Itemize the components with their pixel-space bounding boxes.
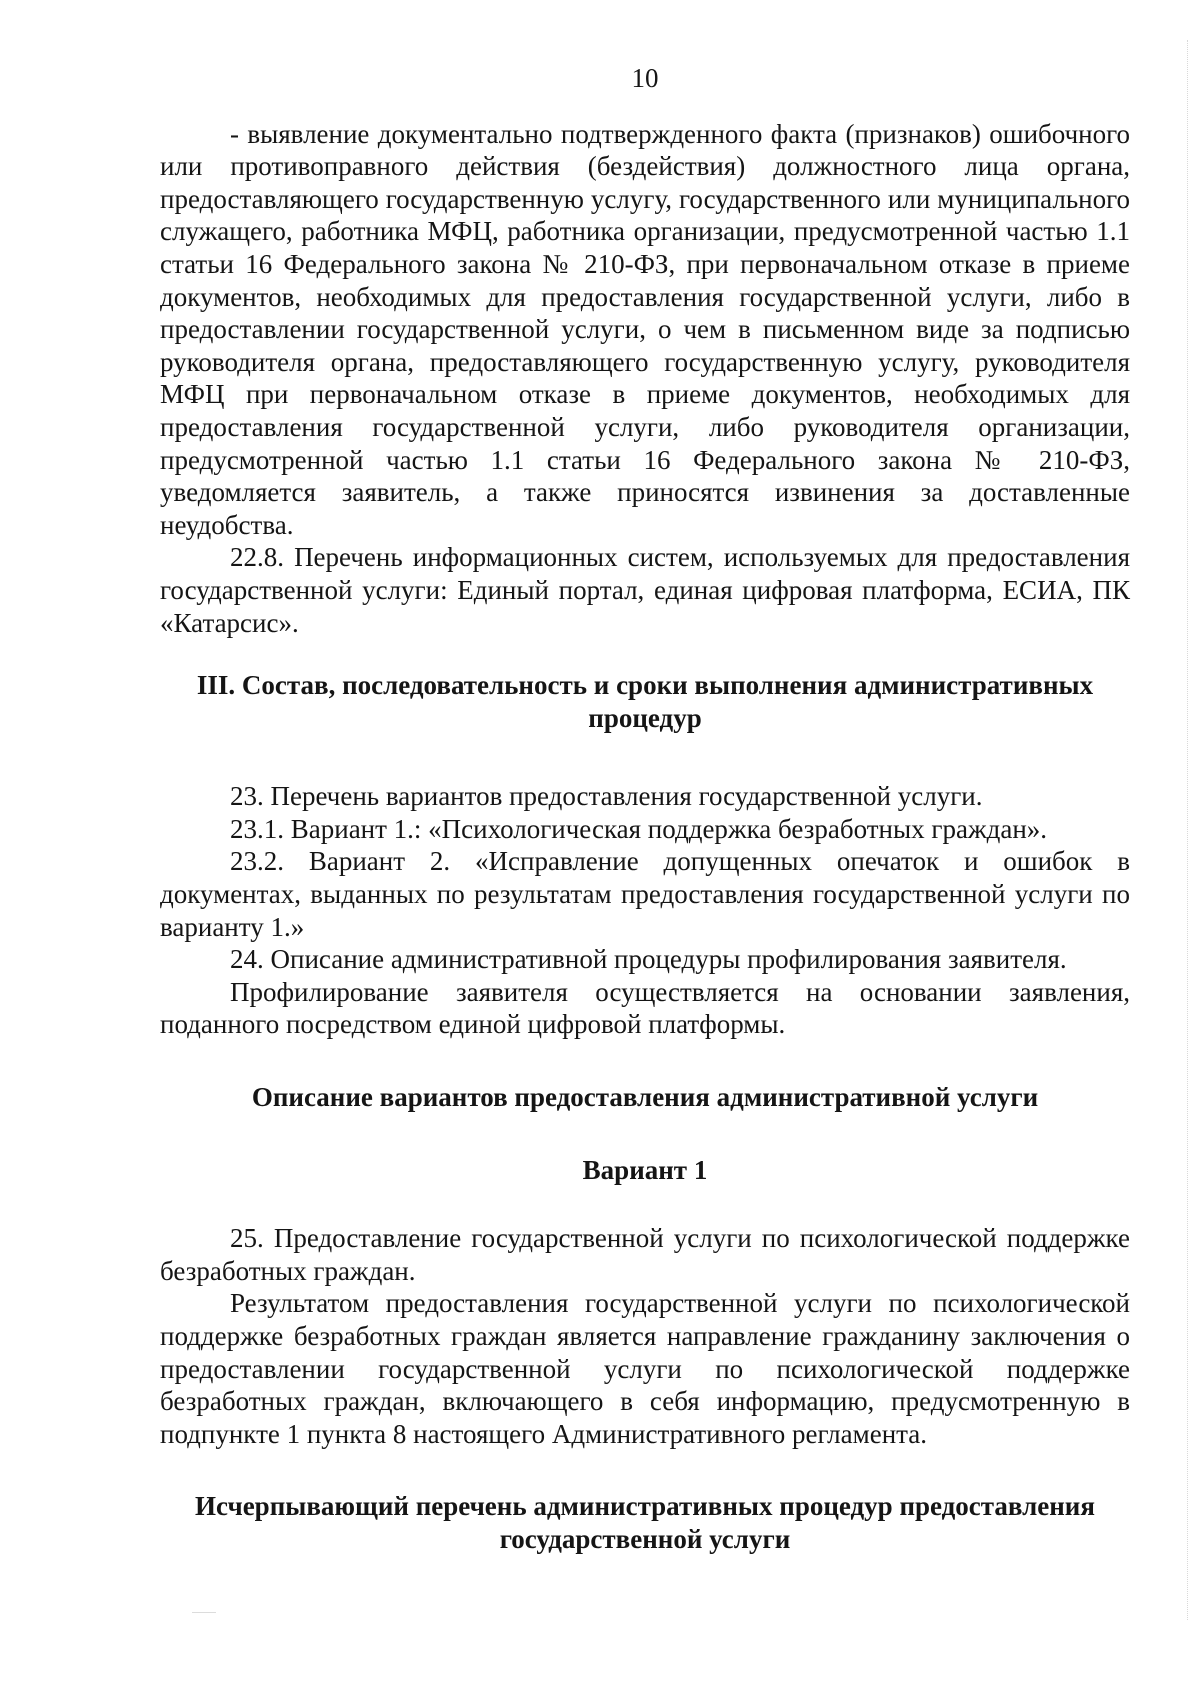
- paragraph-item-23: 23. Перечень вариантов предоставления государственной услуги.: [230, 781, 983, 812]
- paragraph-item-23-1: 23.1. Вариант 1.: «Психологическая поддержка безработных граждан».: [230, 813, 1048, 844]
- section-3-heading: [160, 669, 1130, 734]
- paragraph-information-systems: 22.8. Перечень информационных систем, используемых для предоставления государственной услуги: Единый портал, единая цифровая платформа, ЕСИА, ПК «Катарсис».: [160, 542, 1130, 638]
- spacer: [160, 1114, 1130, 1154]
- paragraph-item-23-2: 23.2. Вариант 2. «Исправление допущенных опечаток и ошибок в документах, выданных по результатам предоставления государственной услуги по варианту 1.»: [160, 846, 1130, 942]
- procedures-list-heading-line1: Исчерпывающий перечень административных процедур предоставления: [195, 1491, 1095, 1522]
- paragraph-item-25: 25. Предоставление государственной услуги по психологической поддержке безработных граждан.: [160, 1223, 1130, 1286]
- procedures-list-heading: [160, 1490, 1130, 1555]
- paragraph-result: Результатом предоставления государственной услуги по психологической поддержке безработных граждан является направление гражданину заключения о предоставлении государственной услуги по психологической поддержке безработных граждан, включающего в себя информацию, предусмотренную в подпункте 1 пункта 8 настоящего Административного регламента.: [160, 1288, 1130, 1449]
- spacer: [160, 1186, 1130, 1222]
- paragraph-item-24: 24. Описание административной процедуры профилирования заявителя.: [230, 944, 1067, 975]
- paragraph-notification-of-error: - выявление документально подтвержденного факта (признаков) ошибочного или противоправного действия (бездействия) должностного лица органа, предоставляющего государственную услугу, государственного или муниципального служащего, работника МФЦ, работника организации, предусмотренной частью 1.1 статьи 16 Федерального закона № 210-ФЗ, при первоначальном отказе в приеме документов, необходимых для предоставления государственной услуги, либо в предоставлении государственной услуги, о чем в письменном виде за подписью руководителя органа, предоставляющего государственную услугу, руководителя МФЦ при первоначальном отказе в приеме документов, необходимых для предоставления государственной услуги, либо руководителя организации, предусмотренной частью 1.1 статьи 16 Федерального закона № 210-ФЗ, уведомляется заявитель, а также приносятся извинения за доставленные неудобства.: [160, 118, 1130, 540]
- scan-corner-mark: [192, 1612, 216, 1613]
- scan-edge-marks: [1185, 40, 1188, 1620]
- section-3-heading-line2: процедур: [588, 702, 702, 733]
- page-number: 10: [631, 63, 659, 93]
- spacer: [160, 639, 1130, 669]
- procedures-list-heading-line2: государственной услуги: [499, 1523, 791, 1554]
- spacer: [160, 734, 1130, 780]
- section-3-heading-line1: III. Состав, последовательность и сроки выполнения административных: [196, 670, 1094, 701]
- variant-1-heading: Вариант 1: [582, 1154, 708, 1185]
- variants-description-heading: Описание вариантов предоставления административной услуги: [251, 1082, 1039, 1113]
- paragraph-profiling: Профилирование заявителя осуществляется на основании заявления, поданного посредством единой цифровой платформы.: [160, 976, 1130, 1040]
- document-page: [160, 62, 1130, 1556]
- spacer: [160, 1041, 1130, 1081]
- spacer: [160, 1450, 1130, 1490]
